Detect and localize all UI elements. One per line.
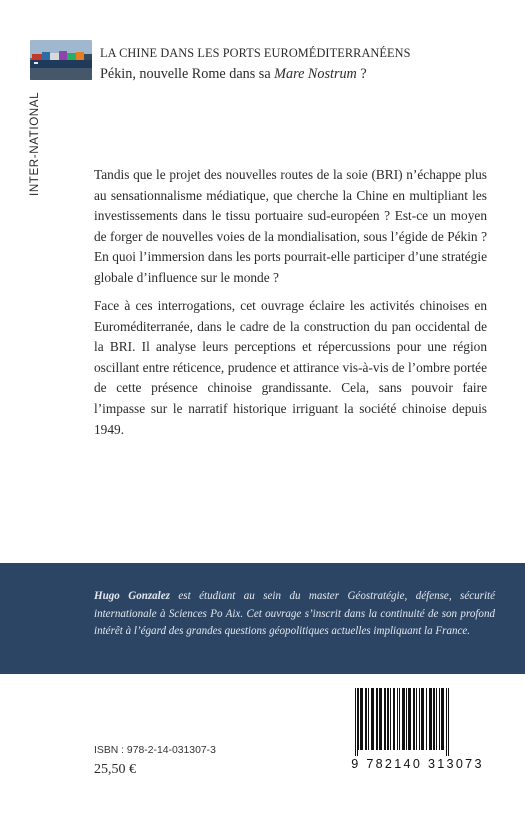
barcode-bar <box>416 688 417 750</box>
barcode-bar <box>433 688 435 750</box>
book-title: LA CHINE DANS LES PORTS EUROMÉDITERRANÉENS <box>100 46 411 60</box>
barcode-bar <box>368 688 369 750</box>
barcode-bar <box>429 688 432 750</box>
subtitle-suffix: ? <box>356 66 367 82</box>
barcode-bar <box>426 688 427 750</box>
barcode-bar <box>397 688 398 750</box>
barcode-bar <box>360 688 363 750</box>
barcode-bar <box>419 688 420 750</box>
book-subtitle <box>100 66 500 83</box>
barcode-bar <box>406 688 407 750</box>
price-text: 25,50 € <box>94 762 136 777</box>
barcode-bar <box>402 688 405 750</box>
barcode-number: 9 782140 313073 <box>351 757 484 771</box>
barcode-bar <box>399 688 400 750</box>
subtitle-italic: Mare Nostrum <box>274 66 357 82</box>
barcode-bar <box>384 688 386 750</box>
barcode-bar <box>387 688 389 750</box>
author-bio-text: est étudiant au sein du master Géostratégie, défense, sécurité internationale à Sciences Po Aix. Cet ouvrage s’inscrit dans la continuité de son profond intérêt à l’égard des grandes questions géopolitiques actuelles impliquant la France. <box>94 590 495 638</box>
barcode-bar <box>436 688 437 750</box>
barcode-bar <box>439 688 440 750</box>
barcode-bar <box>371 688 374 750</box>
barcode-bar <box>441 688 444 750</box>
barcode-guard-bar <box>448 688 449 756</box>
barcode-bar <box>393 688 395 750</box>
barcode-guard-bar <box>446 688 447 756</box>
barcode-bars <box>343 686 492 758</box>
barcode-bar <box>390 688 391 750</box>
barcode-bar <box>413 688 415 750</box>
barcode-bar <box>365 688 367 750</box>
barcode-bar <box>379 688 382 750</box>
cover-thumbnail-image <box>30 40 92 80</box>
isbn-text: ISBN : 978-2-14-031307-3 <box>94 745 216 756</box>
subtitle-text: Pékin, nouvelle Rome dans sa <box>100 66 275 82</box>
barcode-bar <box>358 688 359 750</box>
barcode-bar <box>376 688 378 750</box>
barcode-guard-bar <box>355 688 356 756</box>
author-name: Hugo Gonzalez <box>94 590 170 602</box>
barcode-bar <box>421 688 424 750</box>
barcode-bar <box>408 688 411 750</box>
barcode-guard-bar <box>357 688 358 756</box>
author-bio <box>94 588 495 641</box>
synopsis-paragraph-2: Face à ces interrogations, cet ouvrage éclaire les activités chinoises en Euroméditerranée, dans le cadre de la construction du pan occidental de la BRI. Il analyse leurs perceptions et répercussions pour une région oscillant entre réticence, prudence et attirance vis-à-vis de l’ombre portée de cette présence chinoise grandissante. Cela, sans pouvoir faire l’impasse sur le narratif historique irriguant la société chinoise depuis 1949. <box>94 298 487 437</box>
synopsis-paragraph-1: Tandis que le projet des nouvelles routes de la soie (BRI) n’échappe plus au sensationnalisme médiatique, que cherche la Chine en multipliant les investissements dans le tissu portuaire sud-européen ? Est-ce un moyen de forger de nouvelles voies de la mondialisation, sous l’égide de Pékin ? En quoi l’immersion dans les ports pourrait-elle participer d’une stratégie globale d’influence sur le monde ? <box>94 167 487 285</box>
collection-name: INTER-NATIONAL <box>28 91 41 196</box>
